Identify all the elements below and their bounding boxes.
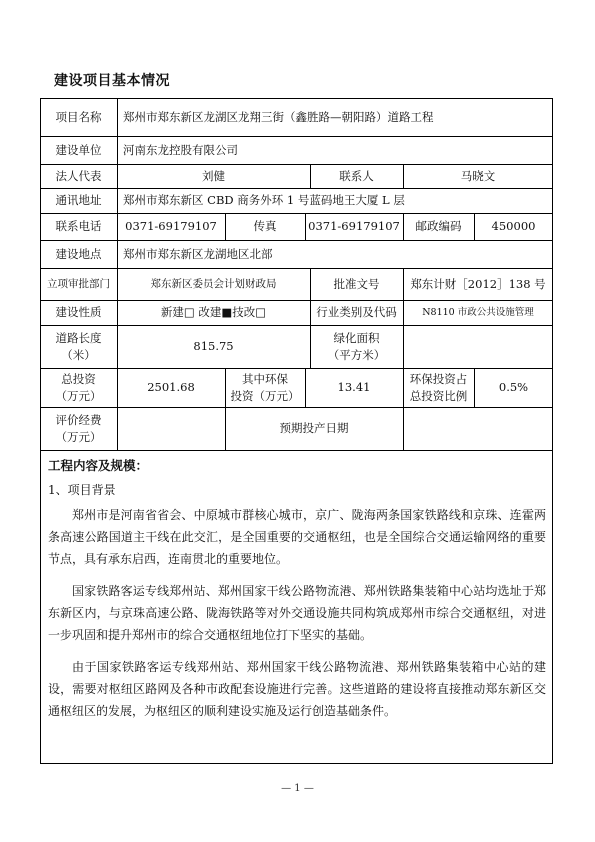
road-length-label-line1: 道路长度 <box>55 330 102 345</box>
total-invest-label-line1: 总投资 <box>61 371 96 386</box>
project-name-value: 郑州市郑东新区龙湖区龙翔三街（鑫胜路—朝阳路）道路工程 <box>123 109 434 124</box>
unit-label: 建设单位 <box>55 142 102 157</box>
paragraph: 郑州市是河南省省会、中原城市群核心城市，京广、陇海两条国家铁路线和京珠、连霍两条高速公路国道主干线在此交汇，是全国重要的交通枢纽，也是全国综合交通运输网络的重要节点，具有承东启西，连南贯北的重要地位。 <box>48 508 546 566</box>
eval-fee-label-line1: 评价经费 <box>55 412 102 427</box>
fax-label: 传真 <box>253 219 277 233</box>
expected-date-label: 预期投产日期 <box>279 421 349 435</box>
eval-fee-label <box>40 407 117 450</box>
nature-value: 新建□ 改建■技改□ <box>160 305 267 319</box>
postcode-value: 450000 <box>491 219 536 233</box>
env-ratio-label <box>403 368 474 407</box>
location-label: 建设地点 <box>55 246 102 261</box>
address-label: 通讯地址 <box>55 193 102 207</box>
eval-fee-label-line2: （万元） <box>55 429 102 444</box>
eval-fee-value <box>117 407 225 450</box>
subsection-heading: 1、项目背景 <box>48 483 116 497</box>
contact-label: 联系人 <box>339 168 374 183</box>
green-area-label <box>310 325 403 368</box>
road-length-label <box>40 325 117 368</box>
env-ratio-label-line1: 环保投资占 <box>409 371 468 386</box>
paragraph: 由于国家铁路客运专线郑州站、郑州国家干线公路物流港、郑州铁路集装箱中心站的建设，需要对枢纽区路网及各种市政配套设施进行完善。这些道路的建设将直接推动郑东新区交通枢纽区的发展，为枢纽区的顺利建设实施及运行创造基础条件。 <box>48 660 546 718</box>
env-ratio-label-line2: 总投资比例 <box>409 388 468 403</box>
road-length-label-line2: （米） <box>61 347 96 362</box>
green-area-label-line1: 绿化面积 <box>333 330 380 345</box>
approval-no-label: 批准文号 <box>333 276 380 291</box>
road-length-value: 815.75 <box>193 339 234 353</box>
env-invest-label-line1: 其中环保 <box>242 371 288 386</box>
industry-label: 行业类别及代码 <box>316 305 397 319</box>
approval-no-value: 郑东计财［2012］138 号 <box>410 276 546 291</box>
page-number: — 1 — <box>281 783 314 794</box>
paragraph: 国家铁路客运专线郑州站、郑州国家干线公路物流港、郑州铁路集装箱中心站均选址于郑东新区内，与京珠高速公路、陇海铁路等对外交通设施共同构筑成郑州市综合交通枢纽，对进一步巩固和提升郑州市的综合交通枢纽地位打下坚实的基础。 <box>48 584 546 642</box>
approval-dept-label: 立项审批部门 <box>47 277 110 290</box>
contact-value: 马晓文 <box>460 168 496 183</box>
document-title: 建设项目基本情况 <box>54 73 170 89</box>
fax-value: 0371-69179107 <box>308 219 400 233</box>
total-invest-label-line2: （万元） <box>55 388 102 403</box>
postcode-label: 邮政编码 <box>415 219 462 233</box>
env-invest-label <box>225 368 305 407</box>
nature-label: 建设性质 <box>55 305 102 319</box>
phone-label: 联系电话 <box>55 219 102 233</box>
green-area-value <box>403 325 553 368</box>
row-divider <box>40 450 553 451</box>
unit-value: 河南东龙控股有限公司 <box>123 142 238 157</box>
legal-rep-label: 法人代表 <box>55 168 102 183</box>
total-invest-label <box>40 368 117 407</box>
env-invest-label-line2: 投资（万元） <box>230 388 300 403</box>
env-ratio-value: 0.5% <box>498 380 529 394</box>
legal-rep-value: 刘健 <box>202 168 225 183</box>
env-invest-value: 13.41 <box>337 380 371 394</box>
industry-value: N8110 市政公共设施管理 <box>422 307 534 318</box>
location-value: 郑州市郑东新区龙湖地区北部 <box>123 246 273 261</box>
expected-date-value <box>403 407 553 450</box>
address-value: 郑州市郑东新区 CBD 商务外环 1 号蓝码地王大厦 L 层 <box>123 193 405 207</box>
section-heading: 工程内容及规模： <box>48 458 149 473</box>
project-name-label: 项目名称 <box>55 109 102 124</box>
approval-dept-value: 郑东新区委员会计划财政局 <box>150 277 277 290</box>
total-invest-value: 2501.68 <box>147 380 195 394</box>
green-area-label-line2: （平方米） <box>327 347 386 362</box>
phone-value: 0371-69179107 <box>125 219 217 233</box>
